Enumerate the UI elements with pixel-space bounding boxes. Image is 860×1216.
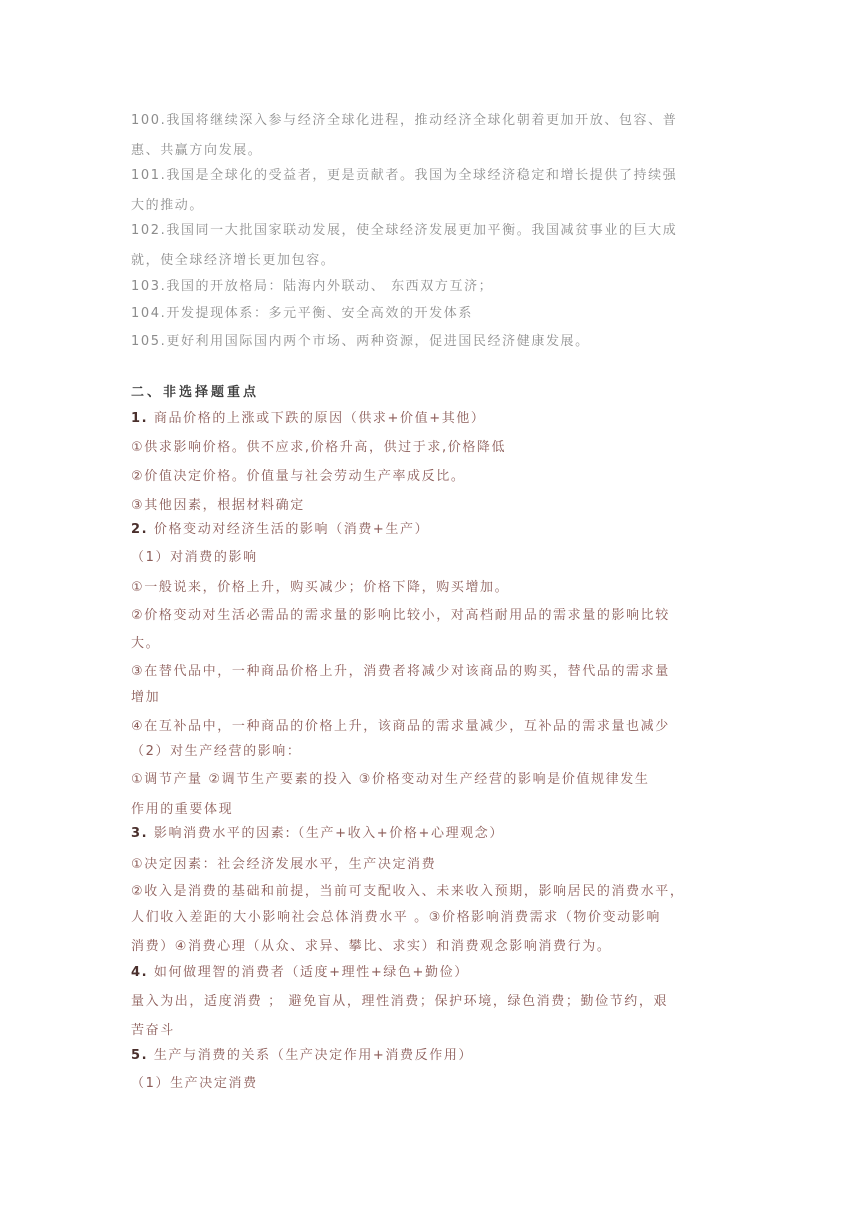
question-2-subheading-2: （2）对生产经营的影响： bbox=[131, 744, 302, 759]
question-5-title bbox=[131, 1047, 473, 1065]
point-102-line-1: 102.我国同一大批国家联动发展，使全球经济发展更加平衡。我国减贫事业的巨大成 bbox=[131, 223, 678, 238]
question-1-number: 1. bbox=[131, 411, 149, 426]
question-3-text: 影响消费水平的因素:（生产+收入+价格+心理观念） bbox=[153, 826, 504, 841]
question-2-item-5-line-2: 作用的重要体现 bbox=[131, 802, 234, 817]
question-2-item-3-line-2: 增加 bbox=[131, 690, 161, 705]
question-3-item-2-line-1: ②收入是消费的基础和前提，当前可支配收入、未来收入预期，影响居民的消费水平， bbox=[131, 884, 685, 899]
question-1-item-2: ②价值决定价格。价值量与社会劳动生产率成反比。 bbox=[131, 469, 466, 484]
question-2-subheading-1: （1）对消费的影响 bbox=[131, 550, 258, 565]
point-101-line-1: 101.我国是全球化的受益者，更是贡献者。我国为全球经济稳定和增长提供了持续强 bbox=[131, 168, 678, 183]
point-103: 103.我国的开放格局：陆海内外联动、 东西双方互济； bbox=[131, 279, 494, 294]
question-1-item-1: ①供求影响价格。供不应求,价格升高，供过于求,价格降低 bbox=[131, 440, 507, 455]
point-100-line-2: 惠、共赢方向发展。 bbox=[131, 143, 263, 158]
question-5-number: 5. bbox=[131, 1048, 149, 1063]
question-2-text: 价格变动对经济生活的影响（消费+生产） bbox=[153, 522, 430, 537]
question-5-text: 生产与消费的关系（生产决定作用+消费反作用） bbox=[153, 1048, 474, 1063]
question-1-title bbox=[131, 410, 486, 428]
question-2-item-3-line-1: ③在替代品中，一种商品价格上升，消费者将减少对该商品的购买，替代品的需求量 bbox=[131, 664, 670, 679]
question-2-item-5-line-1: ①调节产量 ②调节生产要素的投入 ③价格变动对生产经营的影响是价值规律发生 bbox=[131, 772, 650, 787]
question-3-item-2-line-3: 消费）④消费心理（从众、求异、攀比、求实）和消费观念影响消费行为。 bbox=[131, 939, 612, 954]
question-3-title bbox=[131, 825, 504, 843]
question-4-item-line-2: 苦奋斗 bbox=[131, 1023, 175, 1038]
question-1-text: 商品价格的上涨或下跌的原因（供求+价值+其他） bbox=[153, 411, 486, 426]
question-1-item-3: ③其他因素，根据材料确定 bbox=[131, 498, 305, 513]
section-heading: 二、非选择题重点 bbox=[131, 385, 260, 400]
point-102-line-2: 就，使全球经济增长更加包容。 bbox=[131, 253, 336, 268]
question-2-item-4: ④在互补品中，一种商品的价格上升，该商品的需求量减少，互补品的需求量也减少 bbox=[131, 719, 670, 734]
question-2-title bbox=[131, 521, 429, 539]
question-4-text: 如何做理智的消费者（适度+理性+绿色+勤俭） bbox=[153, 965, 469, 980]
question-5-subheading-1: （1）生产决定消费 bbox=[131, 1076, 258, 1091]
question-4-number: 4. bbox=[131, 965, 149, 980]
question-3-item-2-line-2: 人们收入差距的大小影响社会总体消费水平 。③价格影响消费需求（物价变动影响 bbox=[131, 910, 661, 925]
question-2-item-2-line-2: 大。 bbox=[131, 636, 161, 651]
question-4-title bbox=[131, 964, 469, 982]
question-2-number: 2. bbox=[131, 522, 149, 537]
point-104: 104.开发提现体系：多元平衡、安全高效的开发体系 bbox=[131, 306, 473, 321]
point-101-line-2: 大的推动。 bbox=[131, 198, 205, 213]
question-2-item-1: ①一般说来，价格上升，购买减少；价格下降，购买增加。 bbox=[131, 580, 510, 595]
question-4-item-line-1: 量入为出，适度消费 ； 避免盲从，理性消费；保护环境，绿色消费；勤俭节约，艰 bbox=[131, 994, 669, 1009]
question-3-number: 3. bbox=[131, 826, 149, 841]
question-3-item-1: ①决定因素：社会经济发展水平，生产决定消费 bbox=[131, 857, 437, 872]
point-100-line-1: 100.我国将继续深入参与经济全球化进程，推动经济全球化朝着更加开放、包容、普 bbox=[131, 113, 678, 128]
question-2-item-2-line-1: ②价格变动对生活必需品的需求量的影响比较小，对高档耐用品的需求量的影响比较 bbox=[131, 608, 670, 623]
point-105: 105.更好利用国际国内两个市场、两种资源，促进国民经济健康发展。 bbox=[131, 334, 590, 349]
